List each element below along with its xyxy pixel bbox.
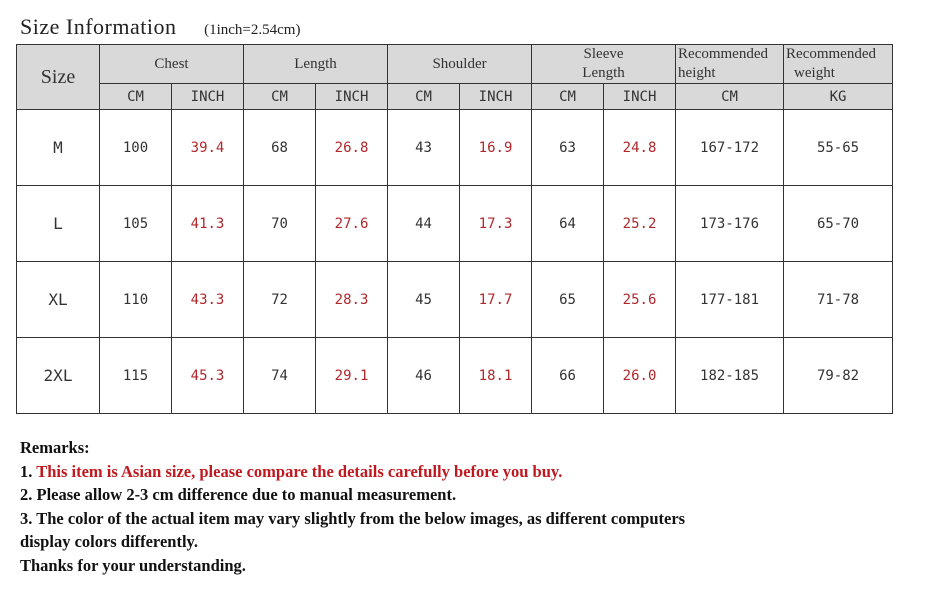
sleeve-length-header [532, 45, 676, 84]
title-row [20, 14, 300, 40]
size-header: Size [17, 45, 100, 110]
sleeve-inch-cell: 25.6 [604, 262, 676, 338]
chest-inch-cell: 45.3 [172, 338, 244, 414]
unit-row [17, 84, 893, 110]
table-row [17, 262, 893, 338]
rec-height-header [676, 45, 784, 84]
size-cell: XL [17, 262, 100, 338]
shoulder-cm-cell: 44 [388, 186, 460, 262]
shoulder-cm-cell: 46 [388, 338, 460, 414]
page-title: Size Information [20, 14, 177, 39]
chest-inch-cell: 41.3 [172, 186, 244, 262]
unit-inch: INCH [460, 84, 532, 110]
length-header: Length [244, 45, 388, 84]
remark-1-text: This item is Asian size, please compare the details carefully before you buy. [36, 461, 563, 481]
sleeve-cm-cell: 65 [532, 262, 604, 338]
sleeve-inch-cell: 26.0 [604, 338, 676, 414]
length-cm-cell: 72 [244, 262, 316, 338]
length-cm-cell: 74 [244, 338, 316, 414]
rec-weight-cell: 79-82 [784, 338, 893, 414]
chest-cm-cell: 105 [100, 186, 172, 262]
sleeve-inch-cell: 25.2 [604, 186, 676, 262]
sleeve-cm-cell: 64 [532, 186, 604, 262]
rec-height-line2: height [678, 65, 716, 81]
unit-cm: CM [244, 84, 316, 110]
length-cm-cell: 68 [244, 110, 316, 186]
rec-weight-line2: weight [794, 65, 835, 81]
chest-cm-cell: 115 [100, 338, 172, 414]
shoulder-inch-cell: 17.7 [460, 262, 532, 338]
unit-cm: CM [388, 84, 460, 110]
thanks-text: Thanks for your understanding. [20, 555, 246, 575]
sleeve-cm-cell: 63 [532, 110, 604, 186]
unit-note: (1inch=2.54cm) [204, 22, 301, 38]
sleeve-header-line1: Sleeve [583, 46, 624, 62]
chest-cm-cell: 100 [100, 110, 172, 186]
shoulder-header: Shoulder [388, 45, 532, 84]
rec-weight-cell: 71-78 [784, 262, 893, 338]
unit-cm: CM [532, 84, 604, 110]
rec-height-cell: 173-176 [676, 186, 784, 262]
chest-cm-cell: 110 [100, 262, 172, 338]
length-inch-cell: 28.3 [316, 262, 388, 338]
shoulder-inch-cell: 17.3 [460, 186, 532, 262]
length-inch-cell: 29.1 [316, 338, 388, 414]
length-inch-cell: 26.8 [316, 110, 388, 186]
size-cell: M [17, 110, 100, 186]
sleeve-header-line2: Length [582, 65, 625, 81]
size-table [16, 44, 893, 414]
rec-height-cell: 167-172 [676, 110, 784, 186]
shoulder-cm-cell: 45 [388, 262, 460, 338]
rec-weight-line1: Recommended [786, 46, 877, 62]
chest-inch-cell: 43.3 [172, 262, 244, 338]
remarks-heading: Remarks: [20, 438, 90, 457]
unit-inch: INCH [172, 84, 244, 110]
length-inch-cell: 27.6 [316, 186, 388, 262]
length-cm-cell: 70 [244, 186, 316, 262]
header-row [17, 45, 893, 84]
sleeve-cm-cell: 66 [532, 338, 604, 414]
size-cell: L [17, 186, 100, 262]
rec-weight-unit: KG [784, 84, 893, 110]
shoulder-inch-cell: 16.9 [460, 110, 532, 186]
rec-weight-cell: 55-65 [784, 110, 893, 186]
remark-2: 2. Please allow 2-3 cm difference due to manual measurement. [20, 485, 457, 504]
rec-height-line1: Recommended [678, 46, 769, 62]
table-row [17, 186, 893, 262]
shoulder-inch-cell: 18.1 [460, 338, 532, 414]
size-cell: 2XL [17, 338, 100, 414]
chest-inch-cell: 39.4 [172, 110, 244, 186]
unit-inch: INCH [604, 84, 676, 110]
sleeve-inch-cell: 24.8 [604, 110, 676, 186]
remark-3-line-b: display colors differently. [20, 532, 198, 551]
remark-1-number: 1. [20, 461, 33, 481]
rec-height-unit: CM [676, 84, 784, 110]
rec-height-cell: 177-181 [676, 262, 784, 338]
remark-1 [20, 460, 685, 484]
rec-weight-header [784, 45, 893, 84]
table-row [17, 338, 893, 414]
remark-3-line-a: 3. The color of the actual item may vary slightly from the below images, as different computers [20, 508, 686, 528]
shoulder-cm-cell: 43 [388, 110, 460, 186]
table-row [17, 110, 893, 186]
chest-header: Chest [100, 45, 244, 84]
rec-weight-cell: 65-70 [784, 186, 893, 262]
unit-inch: INCH [316, 84, 388, 110]
remarks [20, 436, 685, 577]
unit-cm: CM [100, 84, 172, 110]
rec-height-cell: 182-185 [676, 338, 784, 414]
